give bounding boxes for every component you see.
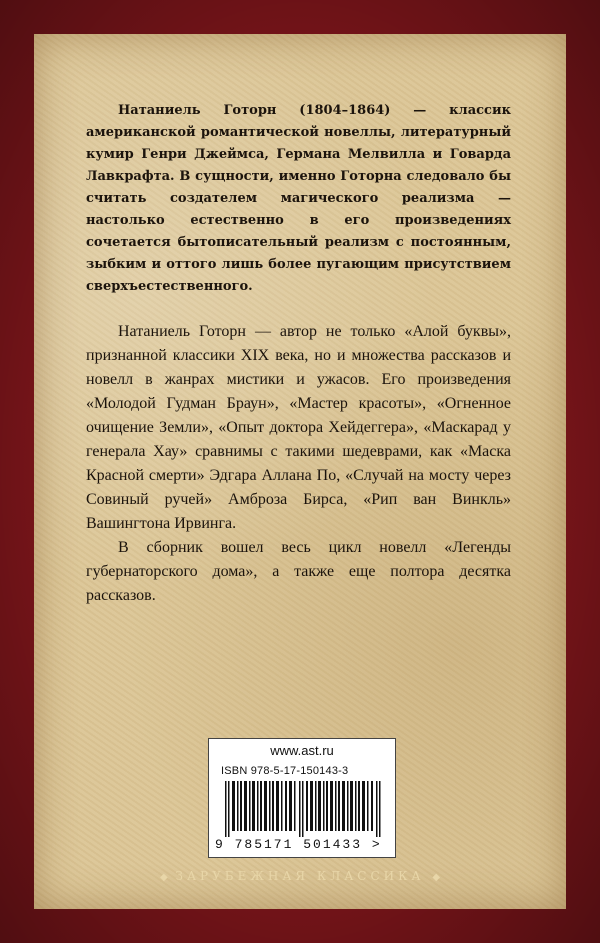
ornament-right-icon: ◆ — [432, 872, 441, 883]
series-label: ЗАРУБЕЖНАЯ КЛАССИКА — [175, 869, 425, 883]
body-paragraph-1: Натаниель Готорн — автор не только «Алой буквы», признанной классики XIX века, но и множества рассказов и новелл в жанрах мистики и ужасов. Его произведения «Молодой Гудман Браун», «Мастер красоты», «Огненное очищение Земли», «Опыт доктора Хейдеггера», «Маскарад у генерала Хау» сравнимы с такими шедеврами, как «Маска Красной смерти» Эдгара Аллана По, «Случай на мосту через Совиный ручей» Амброза Бирса, «Рип ван Винкль» Вашингтона Ирвинга. — [86, 323, 511, 532]
isbn-number: ISBN 978-5-17-150143-3 — [221, 765, 349, 777]
annotation-text — [86, 100, 511, 608]
ornament-left-icon: ◆ — [159, 872, 168, 883]
publisher-website: www.ast.ru — [270, 743, 334, 758]
barcode-label — [208, 738, 396, 858]
barcode-digits: 9 785171 501433 > — [215, 837, 382, 852]
body-paragraph-2: В сборник вошел весь цикл новелл «Легенды губернаторского дома», а также еще полтора десятка рассказов. — [86, 539, 511, 604]
series-title — [0, 869, 600, 883]
barcode-icon — [225, 781, 383, 837]
intro-paragraph: Натаниель Готорн (1804–1864) — классик американской романтической новеллы, литературный кумир Генри Джеймса, Германа Мелвилла и Говарда Лавкрафта. В сущности, именно Готорна следовало бы считать создателем магического реализма — настолько естественно в его произведениях сочетается бытописательный реализм с постоянным, зыбким и оттого лишь более пугающим присутствием сверхъестественного. — [86, 103, 511, 294]
